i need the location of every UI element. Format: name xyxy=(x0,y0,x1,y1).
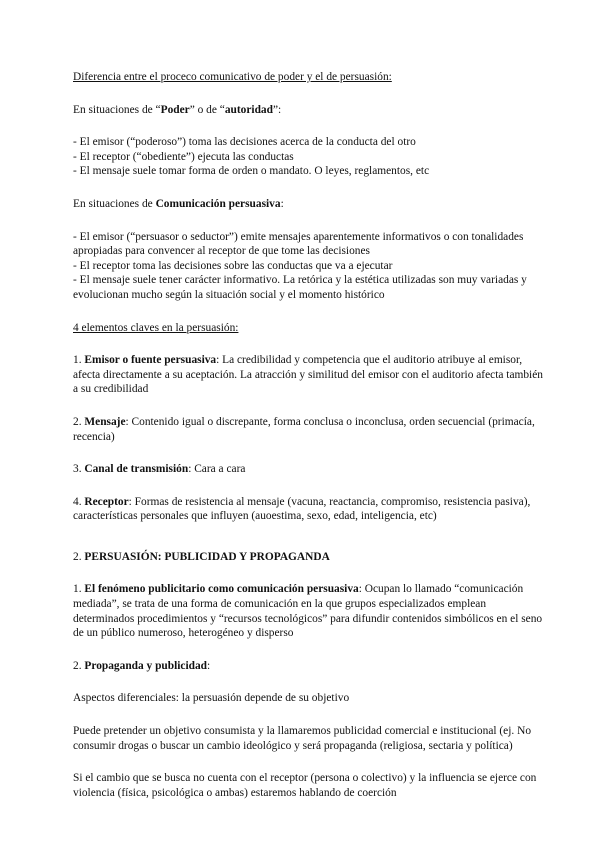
item-number: 3. xyxy=(73,463,85,476)
persuasiva-intro-text: : xyxy=(280,197,284,210)
list-item: - El emisor (“poderoso”) toma las decisiones acerca de la conducta del otro xyxy=(73,136,416,149)
poder-intro-text: ”: xyxy=(272,103,282,116)
item-number: 1. xyxy=(73,354,85,367)
section-heading xyxy=(73,550,544,565)
poder-intro xyxy=(73,103,544,118)
item-text: : Contenido igual o discrepante, forma conclusa o inconclusa, orden secuencial (primacía, recencia) xyxy=(73,415,535,443)
item-label: Canal de transmisión xyxy=(84,463,189,476)
item-text: : Ocupan lo llamado “comunicación mediada”, se trata de una forma de comunicación en la que grupos especializados emplean determinados procedimientos y “recursos tecnológicos” para difundir contenidos simbólicos en el seno de un público numeroso, heterogéneo y disperso xyxy=(73,583,543,640)
list-item: - El mensaje suele tomar forma de orden o mandato. O leyes, reglamentos, etc xyxy=(73,165,430,178)
list-item: - El emisor (“persuasor o seductor”) emite mensajes aparentemente informativos o con tonalidades apropiadas para convencer al receptor de que tome las decisiones xyxy=(73,230,524,258)
persuasiva-list xyxy=(73,230,544,303)
objetivo-paragraph: Puede pretender un objetivo consumista y la llamaremos publicidad comercial e institucional (ej. No consumir drogas o buscar un cambio ideológico y será propaganda (religiosa, sectaria y política) xyxy=(73,725,532,752)
elemento-item xyxy=(73,462,544,477)
item-number: 1. xyxy=(73,583,85,596)
item-number: 4. xyxy=(73,495,85,508)
poder-list xyxy=(73,135,544,179)
item-text: : La credibilidad y competencia que el auditorio atribuye al emisor, afecta directamente a su aceptación. La atracción y similitud del emisor con el auditorio afecta también a su credibilidad xyxy=(73,354,543,396)
item-label: Emisor o fuente persuasiva xyxy=(84,354,217,367)
fenomeno-paragraph xyxy=(73,582,544,640)
heading-diferencia: Diferencia entre el proceco comunicativo de poder y el de persuasión: xyxy=(73,71,392,83)
section-number: 2. xyxy=(73,550,85,563)
autoridad-term: autoridad xyxy=(224,103,273,116)
item-number: 2. xyxy=(73,659,85,672)
list-item: - El mensaje suele tener carácter informativo. La retórica y la estética utilizadas son muy variadas y evolucionan mucho según la situación social y el momento histórico xyxy=(73,274,527,301)
section-title: PERSUASIÓN: PUBLICIDAD Y PROPAGANDA xyxy=(84,550,330,563)
item-label: Mensaje xyxy=(84,415,126,428)
aspectos-paragraph: Aspectos diferenciales: la persuasión depende de su objetivo xyxy=(73,692,350,705)
persuasiva-intro xyxy=(73,197,544,212)
propaganda-heading xyxy=(73,659,544,674)
elemento-item xyxy=(73,495,544,524)
item-text: : Cara a cara xyxy=(188,463,246,476)
item-label: El fenómeno publicitario como comunicación persuasiva xyxy=(84,583,359,596)
elemento-item xyxy=(73,353,544,397)
item-label: Receptor xyxy=(84,495,129,508)
list-item: - El receptor toma las decisiones sobre las conductas que va a ejecutar xyxy=(73,259,393,272)
poder-intro-text: En situaciones de “ xyxy=(73,103,161,116)
coercion-paragraph: Si el cambio que se busca no cuenta con el receptor (persona o colectivo) y la influencia se ejerce con violencia (física, psicológica o ambas) estaremos hablando de coerción xyxy=(73,772,537,799)
item-text: : xyxy=(207,659,211,672)
poder-intro-text: ” o de “ xyxy=(189,103,225,116)
item-text: : Formas de resistencia al mensaje (vacuna, reactancia, compromiso, resistencia pasiva), características personales que influyen (auoestima, sexo, edad, inteligencia, etc) xyxy=(73,495,531,523)
heading-elementos: 4 elementos claves en la persuasión: xyxy=(73,321,239,334)
item-number: 2. xyxy=(73,415,85,428)
persuasiva-intro-text: En situaciones de xyxy=(73,197,156,210)
persuasiva-term: Comunicación persuasiva xyxy=(155,197,281,210)
poder-term: Poder xyxy=(160,103,190,116)
elemento-item xyxy=(73,415,544,444)
list-item: - El receptor (“obediente”) ejecuta las conductas xyxy=(73,150,294,163)
item-label: Propaganda y publicidad xyxy=(84,659,207,672)
